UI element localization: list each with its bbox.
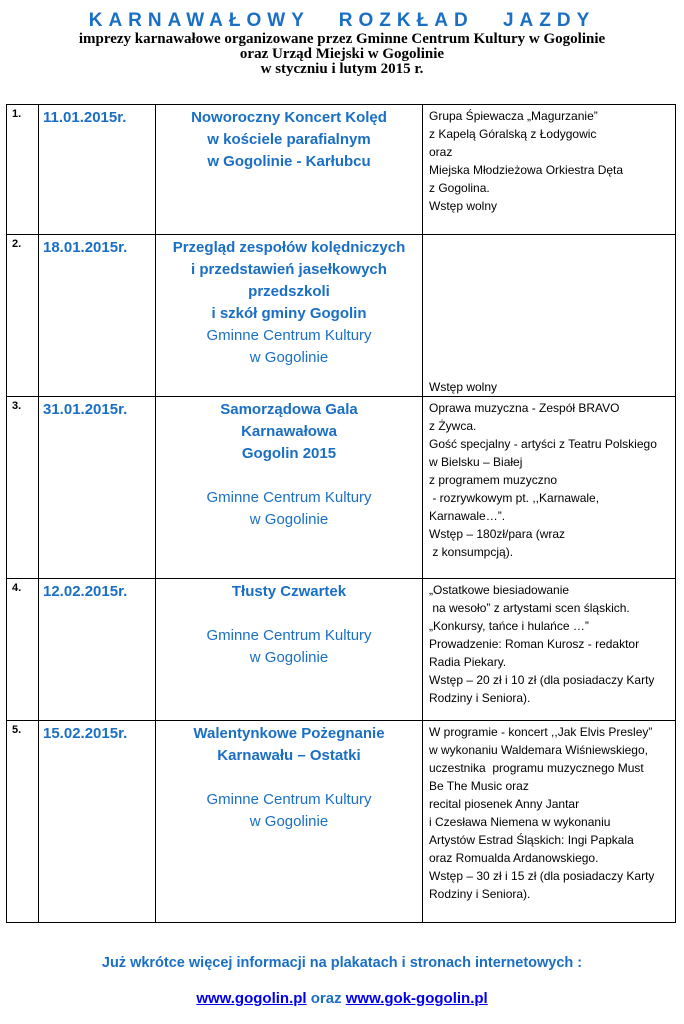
table-row: [7, 721, 676, 923]
event-info-line: Be The Music oraz: [429, 779, 529, 793]
event-info-line: Wstęp – 20 zł i 10 zł (dla posiadaczy Karty: [429, 673, 655, 687]
event-info-line: z Gogolina.: [429, 181, 490, 195]
event-title-line: Gogolin 2015: [241, 445, 337, 462]
event-info-line: oraz Romualda Ardanowskiego.: [429, 851, 599, 865]
event-organizer-line: w Gogolinie: [249, 649, 329, 666]
event-organizer-line: Gminne Centrum Kultury: [206, 791, 372, 808]
event-title-line: przedszkoli: [248, 283, 330, 300]
event-organizer-line: Gminne Centrum Kultury: [206, 327, 372, 344]
event-info-line: Karnawale…”.: [429, 509, 506, 523]
table-row: [7, 105, 676, 235]
event-info: [423, 397, 676, 579]
event-date: 31.01.2015r.: [39, 397, 156, 579]
links-separator: oraz: [306, 990, 346, 1007]
subtitle-line: w styczniu i lutym 2015 r.: [260, 61, 424, 77]
subtitle-line: imprezy karnawałowe organizowane przez Gminne Centrum Kultury w Gogolinie: [78, 31, 606, 47]
event-date: 18.01.2015r.: [39, 235, 156, 397]
event-info-line: uczestnika programu muzycznego Must: [429, 761, 644, 775]
event-description: [156, 105, 423, 235]
event-info-line: w Bielsku – Białej: [429, 455, 523, 469]
event-organizer-line: w Gogolinie: [249, 349, 329, 366]
event-info-line: z Kapelą Góralską z Łodygowic: [429, 127, 597, 141]
event-info-line: - rozrywkowym pt. ,,Karnawale,: [429, 491, 600, 505]
event-title-line: i przedstawień jasełkowych: [191, 261, 387, 278]
event-info-line: i Czesława Niemena w wykonaniu: [429, 815, 611, 829]
event-number: 3.: [7, 397, 39, 579]
gogolin-link[interactable]: www.gogolin.pl: [196, 990, 307, 1007]
event-info-line: recital piosenek Anny Jantar: [429, 797, 580, 811]
event-info-line: Wstęp – 30 zł i 15 zł (dla posiadaczy Karty: [429, 869, 655, 883]
event-info: [423, 105, 676, 235]
event-title-line: Karnawałowa: [241, 423, 337, 440]
event-title-line: Przegląd zespołów kolędniczych: [172, 239, 406, 256]
event-info-line: Gość specjalny - artyści z Teatru Polskiego: [429, 437, 657, 451]
event-title-line: w kościele parafialnym: [207, 131, 371, 148]
event-info-line: Wstęp – 180zł/para (wraz: [429, 527, 566, 541]
event-number: 2.: [7, 235, 39, 397]
event-info-line: Rodziny i Seniora).: [429, 691, 531, 705]
event-info-line: na wesoło” z artystami scen śląskich.: [429, 601, 630, 615]
event-number: 4.: [7, 579, 39, 721]
event-title-line: Walentynkowe Pożegnanie: [193, 725, 385, 742]
event-info-line: z Żywca.: [429, 419, 477, 433]
event-info-line: Oprawa muzyczna - Zespół BRAVO: [429, 401, 620, 415]
event-title-line: Samorządowa Gala: [220, 401, 358, 418]
event-info-line: z konsumpcją).: [429, 545, 514, 559]
event-info-line: „Ostatkowe biesiadowanie: [429, 583, 570, 597]
event-info-line: Wstęp wolny: [429, 199, 498, 213]
table-row: [7, 579, 676, 721]
event-organizer-line: Gminne Centrum Kultury: [206, 489, 372, 506]
footer-links: [0, 990, 684, 1007]
subtitle-line: oraz Urząd Miejski w Gogolinie: [239, 46, 445, 62]
event-description: [156, 397, 423, 579]
event-info-line: Wstęp wolny: [429, 380, 498, 394]
event-title-line: Tłusty Czwartek: [231, 583, 347, 600]
event-date: 12.02.2015r.: [39, 579, 156, 721]
schedule-table: [6, 104, 676, 923]
event-info-line: Prowadzenie: Roman Kurosz - redaktor: [429, 637, 640, 651]
event-description: [156, 235, 423, 397]
page-subtitle: [0, 32, 684, 77]
event-organizer-line: Gminne Centrum Kultury: [206, 627, 372, 644]
event-title-line: Noworoczny Koncert Kolęd: [191, 109, 387, 126]
event-number: 1.: [7, 105, 39, 235]
event-description: [156, 579, 423, 721]
event-title-line: Karnawału – Ostatki: [217, 747, 361, 764]
event-title-line: i szkół gminy Gogolin: [211, 305, 367, 322]
event-info-line: oraz: [429, 145, 453, 159]
event-organizer-line: w Gogolinie: [249, 813, 329, 830]
event-info: [423, 235, 676, 397]
event-description: [156, 721, 423, 923]
event-info-line: Artystów Estrad Śląskich: Ingi Papkala: [429, 833, 634, 847]
event-info-line: z programem muzyczno: [429, 473, 558, 487]
table-row: [7, 397, 676, 579]
event-date: 11.01.2015r.: [39, 105, 156, 235]
event-title-line: w Gogolinie - Karłubcu: [207, 153, 371, 170]
event-number: 5.: [7, 721, 39, 923]
event-info-line: Radia Piekary.: [429, 655, 507, 669]
event-info-line: Grupa Śpiewacza „Magurzanie”: [429, 109, 598, 123]
event-info-line: W programie - koncert ,,Jak Elvis Presley”: [429, 725, 653, 739]
footer-note: Już wkrótce więcej informacji na plakatach i stronach internetowych :: [101, 955, 583, 971]
page-title: KARNAWAŁOWY ROZKŁAD JAZDY: [88, 10, 596, 31]
event-info-line: w wykonaniu Waldemara Wiśniewskiego,: [429, 743, 648, 757]
event-info-line: Miejska Młodzieżowa Orkiestra Dęta: [429, 163, 624, 177]
event-info: [423, 721, 676, 923]
event-date: 15.02.2015r.: [39, 721, 156, 923]
gok-gogolin-link[interactable]: www.gok-gogolin.pl: [345, 990, 488, 1007]
event-organizer-line: w Gogolinie: [249, 511, 329, 528]
table-row: [7, 235, 676, 397]
event-info: [423, 579, 676, 721]
event-info-line: „Konkursy, tańce i hulańce …”: [429, 619, 589, 633]
event-info-line: Rodziny i Seniora).: [429, 887, 531, 901]
